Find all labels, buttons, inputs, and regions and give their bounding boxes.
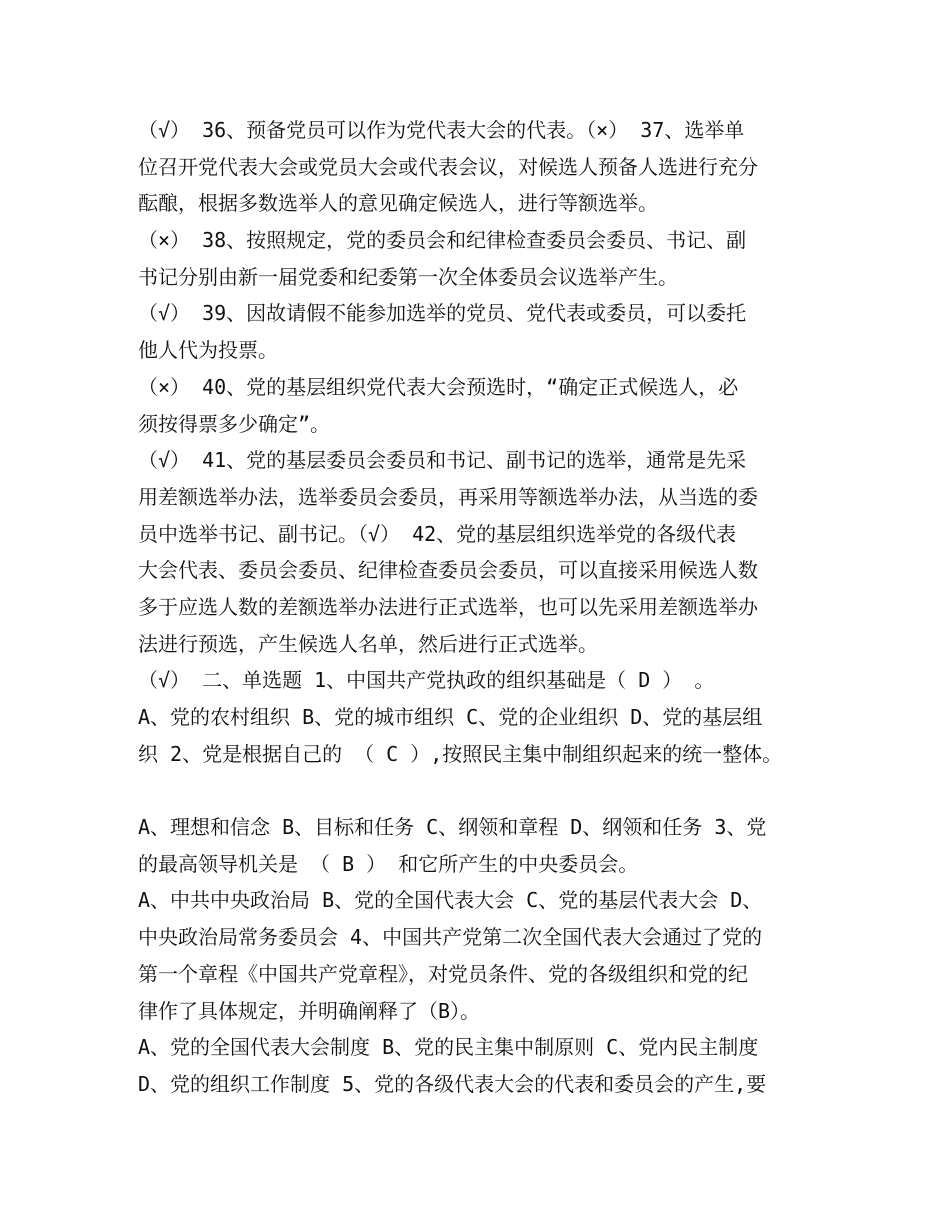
text-line: （√） 39、因故请假不能参加选举的党员、党代表或委员，可以委托: [138, 301, 747, 326]
text-line: 他人代为投票。: [138, 338, 278, 363]
text-line: 的最高领导机关是 （ B ） 和它所产生的中央委员会。: [138, 851, 639, 876]
text-line: 须按得票多少确定”。: [138, 411, 331, 436]
text-line: 第一个章程《中国共产党章程》，对党员条件、党的各级组织和党的纪: [138, 961, 748, 986]
text-line: 多于应选人数的差额选举办法进行正式选举，也可以先采用差额选举办: [138, 594, 758, 619]
text-line: 用差额选举办法，选举委员会委员，再采用等额选举办法，从当选的委: [138, 484, 758, 509]
text-line: 法进行预选，产生候选人名单，然后进行正式选举。: [138, 631, 598, 656]
text-line: 律作了具体规定，并明确阐释了（B）。: [138, 998, 481, 1023]
text-line: （√） 二、单选题 1、中国共产党执政的组织基础是（ D ） 。: [138, 668, 715, 693]
text-line: A、党的全国代表大会制度 B、党的民主集中制原则 C、党内民主制度: [138, 1035, 759, 1060]
text-line: A、理想和信念 B、目标和任务 C、纲领和章程 D、纲领和任务 3、党: [138, 815, 767, 840]
text-line: 员中选举书记、副书记。（√） 42、党的基层组织选举党的各级代表: [138, 521, 737, 546]
text-line: D、党的组织工作制度 5、党的各级代表大会的代表和委员会的产生,要: [138, 1071, 767, 1096]
text-line: （×） 40、党的基层组织党代表大会预选时，“确定正式候选人，必: [138, 374, 739, 399]
document-body: [138, 112, 838, 1103]
blank-line: [138, 772, 838, 809]
text-line: （×） 38、按照规定，党的委员会和纪律检查委员会委员、书记、副: [138, 228, 747, 253]
text-line: A、党的农村组织 B、党的城市组织 C、党的企业组织 D、党的基层组: [138, 705, 763, 729]
text-line: 大会代表、委员会委员、纪律检查委员会委员，可以直接采用候选人数: [138, 558, 758, 583]
text-line: 酝酿，根据多数选举人的意见确定候选人，进行等额选举。: [138, 191, 658, 216]
text-line: （√） 41、党的基层委员会委员和书记、副书记的选举，通常是先采: [138, 448, 747, 473]
text-line: A、中共中央政治局 B、党的全国代表大会 C、党的基层代表大会 D、: [138, 888, 763, 913]
text-line: （√） 36、预备党员可以作为党代表大会的代表。（×） 37、选举单: [138, 118, 745, 142]
text-line: 织 2、党是根据自己的 （ C ）,按照民主集中制组织起来的统一整体。: [138, 741, 783, 766]
text-line: 位召开党代表大会或党员大会或代表会议，对候选人预备人选进行充分: [138, 154, 758, 179]
text-line: 中央政治局常务委员会 4、中国共产党第二次全国代表大会通过了党的: [138, 925, 763, 950]
text-line: 书记分别由新一届党委和纪委第一次全体委员会议选举产生。: [138, 264, 678, 289]
